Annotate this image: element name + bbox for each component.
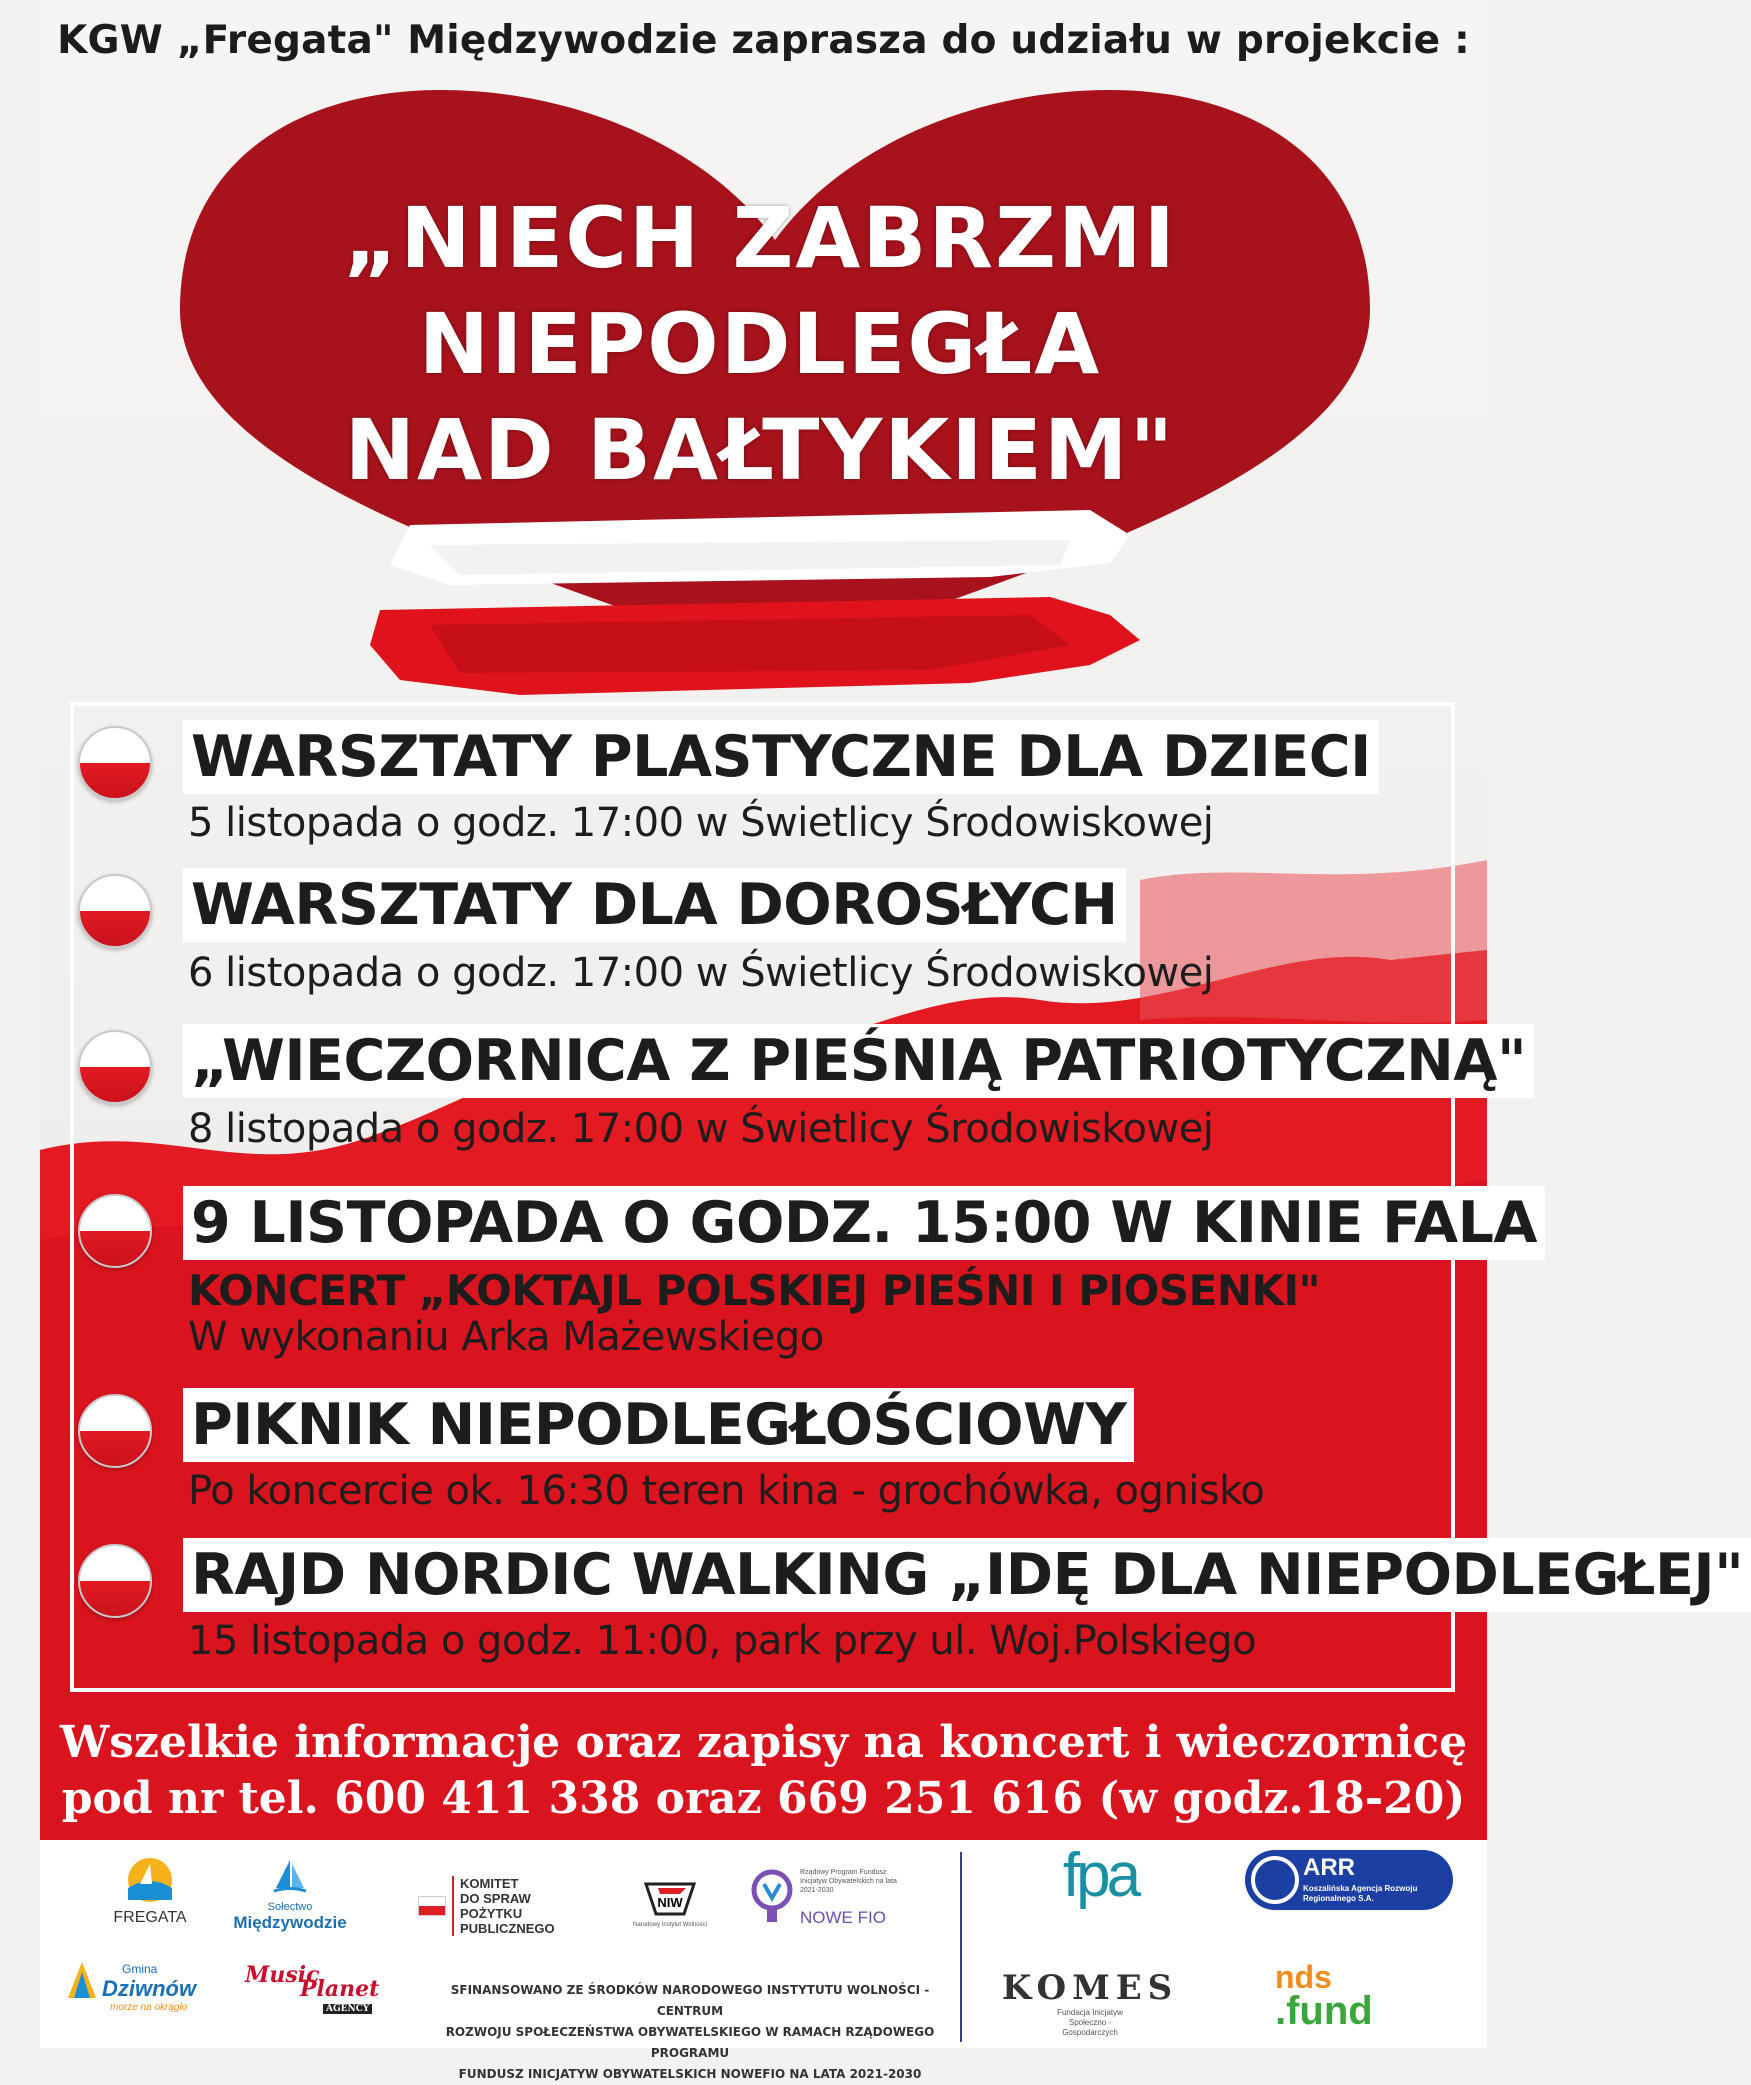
event-performer: W wykonaniu Arka Mażewskiego: [188, 1314, 824, 1360]
polish-flag-icon: [78, 1544, 152, 1618]
polish-flag-icon: [78, 1394, 152, 1468]
sail-icon: [270, 1856, 310, 1896]
event-details: 8 listopada o godz. 17:00 w Świetlicy Środowiskowej: [188, 1106, 1214, 1152]
gmina-sail-icon: [62, 1958, 102, 2008]
event-title-text: WARSZTATY PLASTYCZNE DLA DZIECI: [183, 720, 1379, 794]
event-title-text: RAJD NORDIC WALKING „IDĘ DLA NIEPODLEGŁEJ": [183, 1538, 1751, 1612]
fregata-emblem-icon: [120, 1854, 180, 1904]
fregata-logo: FREGATA: [90, 1854, 210, 1927]
event-title-text: „WIECZORNICA Z PIEŚNIĄ PATRIOTYCZNĄ": [183, 1024, 1534, 1098]
event-title-text: PIKNIK NIEPODLEGŁOŚCIOWY: [183, 1388, 1134, 1462]
polish-flag-icon: [78, 1030, 152, 1104]
event-details: 5 listopada o godz. 17:00 w Świetlicy Środowiskowej: [188, 800, 1214, 846]
flag-brush-stroke: [370, 505, 1150, 705]
event-details: 15 listopada o godz. 11:00, park przy ul. Woj.Polskiego: [188, 1618, 1257, 1664]
title-line-3: NAD BAŁTYKIEM": [344, 401, 1176, 499]
event-title: [200, 185, 1320, 503]
contact-info: [0, 1715, 1527, 1827]
title-line-1: „NIECH ZABRZMI: [343, 189, 1177, 287]
polish-flag-icon: [78, 726, 152, 800]
contact-line-1: Wszelkie informacje oraz zapisy na koncert i wieczornicę: [59, 1717, 1468, 1768]
solectwo-logo: Sołectwo Międzywodzie: [220, 1856, 360, 1933]
funding-note: SFINANSOWANO ZE ŚRODKÓW NARODOWEGO INSTYTUTU WOLNOŚCI - CENTRUM ROZWOJU SPOŁECZEŃSTWA OBYWATELSKIEGO W RAMACH RZĄDOWEGO PROGRAMU FUNDUSZ INICJATYW OBYWATELSKICH NOWEFIO NA LATA 2021-2030: [445, 1983, 935, 2081]
event-details: KONCERT „KOKTAJL POLSKIEJ PIEŚNI I PIOSENKI": [188, 1266, 1321, 1315]
nds-fund-logo: nds .fund: [1275, 1959, 1373, 2033]
komes-logo: KOMES Fundacja Inicjatyw Społeczno - Gospodarczych: [1001, 1968, 1179, 2037]
intro-text: KGW „Fregata" Międzywodzie zaprasza do udziału w projekcie :: [57, 18, 1470, 63]
arr-logo: ARR Koszalińska Agencja Rozwoju Regionalnego S.A.: [1245, 1850, 1453, 1910]
contact-line-2: pod nr tel. 600 411 338 oraz 669 251 616 (w godz.18-20): [61, 1773, 1466, 1824]
title-line-2: NIEPODLEGŁA: [418, 295, 1102, 393]
polish-flag-icon: [78, 874, 152, 948]
footer-divider: [960, 1852, 962, 2042]
fio-emblem-icon: [750, 1868, 794, 1928]
event-details: Po koncercie ok. 16:30 teren kina - grochówka, ognisko: [188, 1468, 1265, 1514]
flag-icon: [418, 1896, 446, 1916]
event-title-text: 9 LISTOPADA O GODZ. 15:00 W KINIE FALA: [183, 1186, 1545, 1260]
arr-ring-icon: [1251, 1856, 1299, 1904]
niw-logo: NIW Narodowy Instytut Wolności: [620, 1880, 720, 1928]
event-title-text: WARSZTATY DLA DOROSŁYCH: [183, 868, 1126, 942]
fpa-logo: fpa: [1062, 1841, 1138, 1910]
sponsor-footer: FREGATA Sołectwo Międzywodzie KOMITET DO SPRAW POŻYTKU PUBLICZNEGO NIW Narodowy Instytut Wolności Rządowy Program Fundusz Inicjatyw Obywatelskich na lata 2021-2030 NOWE FIO Gmina Dziwnów morze na okrągło Music Planet AGENCY SFINANSOWANO ZE ŚRODKÓW NARODOWEGO INSTYTUTU WOLNOŚCI - CENTRUM ROZWOJU SPOŁECZEŃSTWA OBYWATELSKIEGO W RAMACH RZĄDOWEGO PROGRAMU FUNDUSZ INICJATYW OBYWATELSKICH NOWEFIO NA LATA 2021-2030 fpa ARR Koszalińska Agencja Rozwoju Regionalnego S.A. KOMES Fundacja Inicjatyw Społeczno - Gospodarczych nds .fund: [40, 1840, 1487, 2048]
polish-flag-icon: [78, 1194, 152, 1268]
event-details: 6 listopada o godz. 17:00 w Świetlicy Środowiskowej: [188, 950, 1214, 996]
